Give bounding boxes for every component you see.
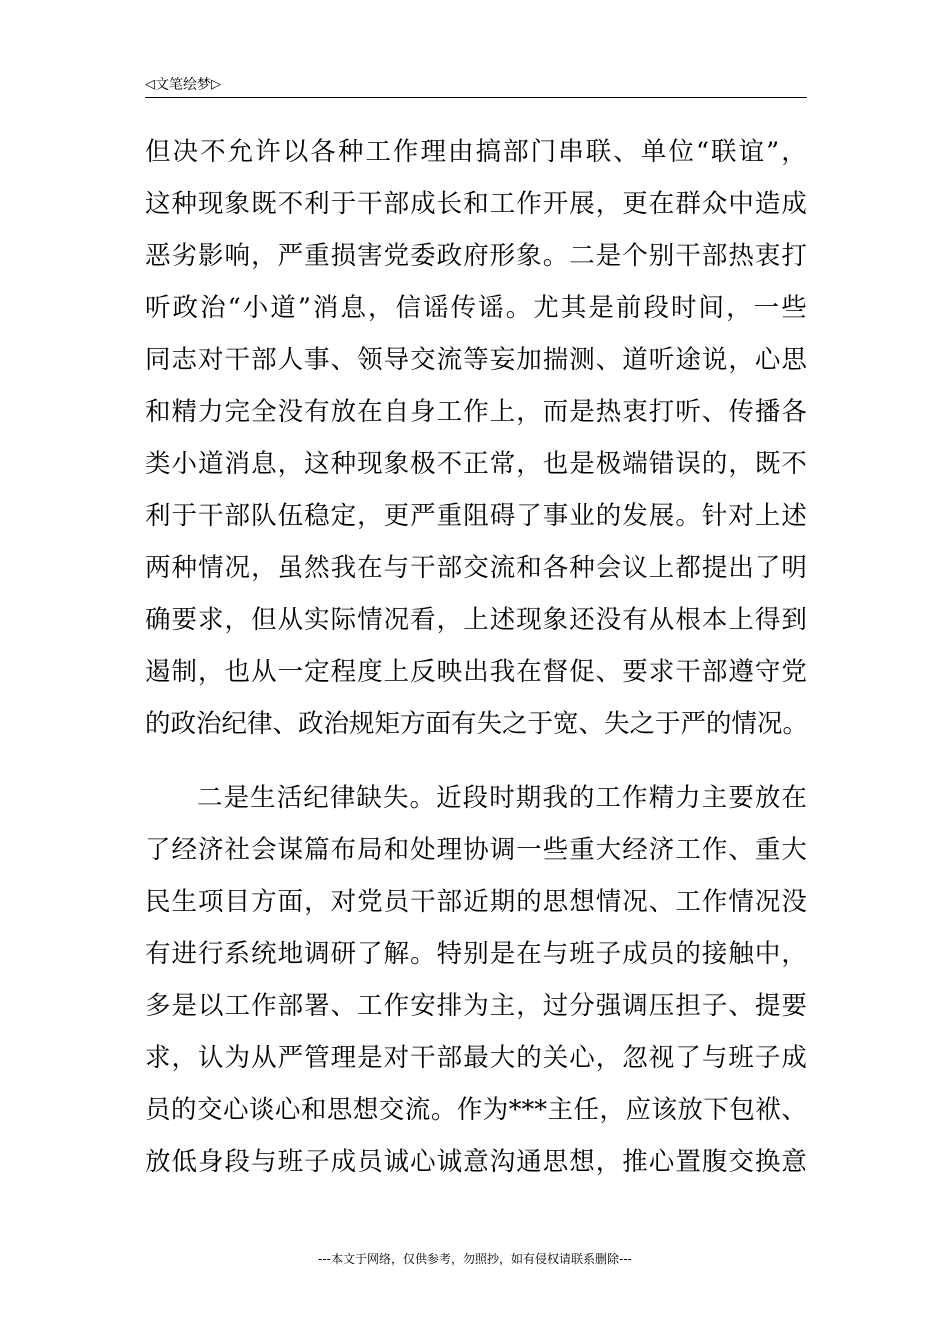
document-header [145,74,807,96]
text-line: 民 生 项 目 方 面 ， 对 党 员 干 部 近 期 的 思 想 情 况 、 工 作 情 况 没 [145,887,807,917]
text-line: 有 进 行 系 统 地 调 研 了 解 。 特 别 是 在 与 班 子 成 员 的 接 触 中 ， [145,939,807,969]
text-line: 遏 制 ， 也 从 一 定 程 度 上 反 映 出 我 在 督 促 、 要 求 干 部 遵 守 党 [145,657,807,687]
footer-disclaimer: ---本文于网络，仅供参考，勿照抄，如有侵权请联系删除--- [318,1252,632,1266]
paragraph [145,772,807,1188]
paragraph-indent [145,772,196,824]
text-line: 了 经 济 社 会 谋 篇 布 局 和 处 理 协 调 一 些 重 大 经 济 工 作 、 重 大 [145,835,807,865]
text-line: 同 志 对 干 部 人 事 、 领 导 交 流 等 妄 加 揣 测 、 道 听 途 说 ， 心 思 [145,345,807,375]
header-title: 文笔绘梦 [155,77,211,93]
text-line: 求 ， 认 为 从 严 管 理 是 对 干 部 最 大 的 关 心 ， 忽 视 了 与 班 子 成 [145,1043,807,1073]
text-line: 恶 劣 影 响 ， 严 重 损 害 党 委 政 府 形 象 。 二 是 个 别 干 部 热 衷 打 [145,241,807,271]
right-triangle-icon: ▷ [211,77,221,92]
text-line: 确 要 求 ， 但 从 实 际 情 况 看 ， 上 述 现 象 还 没 有 从 根 本 上 得 到 [145,605,807,635]
text-line: 员 的 交 心 谈 心 和 思 想 交 流 。 作 为 *** 主 任 ， 应 该 放 下 包 袱 、 [145,1095,807,1125]
left-triangle-icon: ◁ [145,77,155,92]
text-line: 这 种 现 象 既 不 利 于 干 部 成 长 和 工 作 开 展 ， 更 在 群 众 中 造 成 [145,189,807,219]
header-rule [145,97,807,98]
text-line: 利 于 干 部 队 伍 稳 定 ， 更 严 重 阻 碍 了 事 业 的 发 展 。 针 对 上 述 [145,501,807,531]
text-line: 多 是 以 工 作 部 署 、 工 作 安 排 为 主 ， 过 分 强 调 压 担 子 、 提 要 [145,991,807,1021]
text-line: 但 决 不 允 许 以 各 种 工 作 理 由 搞 部 门 串 联 、 单 位 “ 联 谊 ” ， [145,137,807,167]
text-line: 二 是 生 活 纪 律 缺 失 。 近 段 时 期 我 的 工 作 精 力 主 要 放 在 [145,772,807,824]
text-line: 和 精 力 完 全 没 有 放 在 自 身 工 作 上 ， 而 是 热 衷 打 听 、 传 播 各 [145,397,807,427]
text-line: 两 种 情 况 ， 虽 然 我 在 与 干 部 交 流 和 各 种 会 议 上 都 提 出 了 明 [145,553,807,583]
paragraph [145,126,807,750]
paragraph-gap [145,750,807,772]
text-line: 听 政 治 “ 小 道 ” 消 息 ， 信 谣 传 谣 。 尤 其 是 前 段 时 间 ， 一 些 [145,293,807,323]
text-line: 类 小 道 消 息 ， 这 种 现 象 极 不 正 常 ， 也 是 极 端 错 误 的 ， 既 不 [145,449,807,479]
text-line: 放 低 身 段 与 班 子 成 员 诚 心 诚 意 沟 通 思 想 ， 推 心 置 腹 交 换 意 [145,1147,807,1177]
document-body [145,126,807,1188]
text-line: 的政治纪律、政治规矩方面有失之于宽、失之于严的情况。 [145,709,809,739]
